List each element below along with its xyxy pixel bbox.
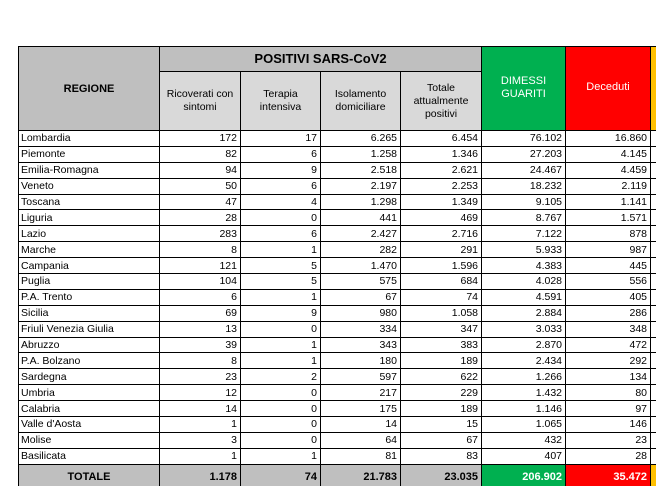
dimessi-value: 1.146 — [482, 401, 566, 417]
totale-value: 189 — [401, 353, 482, 369]
dimessi-value: 432 — [482, 432, 566, 448]
totale-value: 229 — [401, 385, 482, 401]
deceduti-value: 4.459 — [566, 162, 651, 178]
region-name: Liguria — [19, 210, 160, 226]
deceduti-value: 878 — [566, 226, 651, 242]
ricoverati-value: 94 — [160, 162, 241, 178]
terapia-value: 6 — [241, 146, 321, 162]
ricoverati-value: 14 — [160, 401, 241, 417]
terapia-value: 6 — [241, 178, 321, 194]
region-name: Lazio — [19, 226, 160, 242]
table-row — [19, 131, 656, 147]
region-name: Campania — [19, 258, 160, 274]
totale-value: 622 — [401, 369, 482, 385]
ricoverati-value: 3 — [160, 432, 241, 448]
table-row — [19, 337, 656, 353]
region-name: P.A. Bolzano — [19, 353, 160, 369]
ricoverati-value: 23 — [160, 369, 241, 385]
isolamento-value: 1.258 — [321, 146, 401, 162]
dimessi-value: 1.266 — [482, 369, 566, 385]
totale-value: 83 — [401, 448, 482, 464]
dimessi-value: 4.028 — [482, 274, 566, 290]
positivi-group-header: POSITIVI SARS-CoV2 — [160, 47, 482, 72]
terapia-value: 9 — [241, 162, 321, 178]
totale-value: 74 — [401, 289, 482, 305]
total-terapia: 74 — [241, 464, 321, 486]
totale-value: 67 — [401, 432, 482, 448]
ricoverati-value: 69 — [160, 305, 241, 321]
isolamento-value: 14 — [321, 417, 401, 433]
deceduti-value: 286 — [566, 305, 651, 321]
isolamento-value: 343 — [321, 337, 401, 353]
deceduti-value: 97 — [566, 401, 651, 417]
table-row — [19, 178, 656, 194]
dimessi-value: 18.232 — [482, 178, 566, 194]
terapia-value: 4 — [241, 194, 321, 210]
terapia-value: 9 — [241, 305, 321, 321]
terapia-value: 0 — [241, 210, 321, 226]
extra-cell — [651, 369, 656, 385]
totale-value: 1.349 — [401, 194, 482, 210]
totale-value: 15 — [401, 417, 482, 433]
terapia-value: 1 — [241, 242, 321, 258]
isolamento-value: 2.197 — [321, 178, 401, 194]
isolamento-value: 282 — [321, 242, 401, 258]
extra-cell — [651, 146, 656, 162]
terapia-value: 0 — [241, 417, 321, 433]
deceduti-value: 1.141 — [566, 194, 651, 210]
isolamento-value: 575 — [321, 274, 401, 290]
extra-cell — [651, 432, 656, 448]
isolamento-value: 597 — [321, 369, 401, 385]
region-name: Sardegna — [19, 369, 160, 385]
deceduti-value: 556 — [566, 274, 651, 290]
covid-region-table — [18, 46, 656, 486]
terapia-value: 6 — [241, 226, 321, 242]
table-row — [19, 401, 656, 417]
deceduti-value: 292 — [566, 353, 651, 369]
ricoverati-value: 104 — [160, 274, 241, 290]
total-ricoverati: 1.178 — [160, 464, 241, 486]
terapia-value: 1 — [241, 448, 321, 464]
totale-value: 6.454 — [401, 131, 482, 147]
ricoverati-value: 82 — [160, 146, 241, 162]
ricoverati-value: 39 — [160, 337, 241, 353]
isolamento-value: 217 — [321, 385, 401, 401]
table-row — [19, 289, 656, 305]
extra-cell — [651, 289, 656, 305]
table-row — [19, 417, 656, 433]
isolamento-value: 1.298 — [321, 194, 401, 210]
isolamento-value: 175 — [321, 401, 401, 417]
totale-value: 2.253 — [401, 178, 482, 194]
dimessi-value: 76.102 — [482, 131, 566, 147]
deceduti-value: 16.860 — [566, 131, 651, 147]
isolamento-value: 81 — [321, 448, 401, 464]
region-name: Marche — [19, 242, 160, 258]
deceduti-value: 445 — [566, 258, 651, 274]
dimessi-value: 4.383 — [482, 258, 566, 274]
dimessi-value: 2.870 — [482, 337, 566, 353]
totale-value: 469 — [401, 210, 482, 226]
region-column-header: REGIONE — [19, 47, 160, 131]
region-name: Calabria — [19, 401, 160, 417]
ricoverati-value: 12 — [160, 385, 241, 401]
table-row — [19, 385, 656, 401]
ricoverati-value: 47 — [160, 194, 241, 210]
region-name: Toscana — [19, 194, 160, 210]
ricoverati-value: 1 — [160, 448, 241, 464]
table-row — [19, 274, 656, 290]
isolamento-value: 334 — [321, 321, 401, 337]
extra-cell — [651, 162, 656, 178]
table-row — [19, 242, 656, 258]
region-name: P.A. Trento — [19, 289, 160, 305]
isolamento-value: 180 — [321, 353, 401, 369]
extra-cell — [651, 258, 656, 274]
region-name: Umbria — [19, 385, 160, 401]
dimessi-value: 7.122 — [482, 226, 566, 242]
ricoverati-value: 172 — [160, 131, 241, 147]
extra-cell — [651, 321, 656, 337]
covid-table-sheet — [18, 46, 656, 486]
region-name: Sicilia — [19, 305, 160, 321]
extra-column-header — [651, 47, 656, 131]
dimessi-value: 2.434 — [482, 353, 566, 369]
terapia-value: 0 — [241, 385, 321, 401]
terapia-value: 1 — [241, 337, 321, 353]
deceduti-value: 146 — [566, 417, 651, 433]
ricoverati-value: 50 — [160, 178, 241, 194]
table-row — [19, 210, 656, 226]
ricoverati-value: 8 — [160, 242, 241, 258]
region-name: Friuli Venezia Giulia — [19, 321, 160, 337]
terapia-value: 5 — [241, 258, 321, 274]
isolamento-value: 1.470 — [321, 258, 401, 274]
deceduti-value: 2.119 — [566, 178, 651, 194]
table-row — [19, 448, 656, 464]
table-body — [19, 131, 656, 465]
extra-cell — [651, 417, 656, 433]
total-isolamento: 21.783 — [321, 464, 401, 486]
totale-value: 1.596 — [401, 258, 482, 274]
extra-cell — [651, 131, 656, 147]
isolamento-value: 441 — [321, 210, 401, 226]
ricoverati-value: 13 — [160, 321, 241, 337]
totale-value: 347 — [401, 321, 482, 337]
isolamento-value: 2.427 — [321, 226, 401, 242]
dimessi-value: 5.933 — [482, 242, 566, 258]
terapia-value: 0 — [241, 321, 321, 337]
ricoverati-value: 283 — [160, 226, 241, 242]
totale-value: 684 — [401, 274, 482, 290]
terapia-value: 2 — [241, 369, 321, 385]
terapia-value: 17 — [241, 131, 321, 147]
deceduti-header: Deceduti — [566, 47, 651, 131]
extra-cell — [651, 448, 656, 464]
dimessi-value: 407 — [482, 448, 566, 464]
dimessi-value: 24.467 — [482, 162, 566, 178]
table-row — [19, 321, 656, 337]
isolamento-value: 2.518 — [321, 162, 401, 178]
extra-cell — [651, 194, 656, 210]
terapia-value: 1 — [241, 353, 321, 369]
total-dimessi: 206.902 — [482, 464, 566, 486]
table-row — [19, 194, 656, 210]
extra-cell — [651, 274, 656, 290]
deceduti-value: 987 — [566, 242, 651, 258]
dimessi-value: 27.203 — [482, 146, 566, 162]
dimessi-value: 4.591 — [482, 289, 566, 305]
deceduti-value: 348 — [566, 321, 651, 337]
extra-cell — [651, 178, 656, 194]
table-row — [19, 305, 656, 321]
totale-value: 291 — [401, 242, 482, 258]
total-deceduti: 35.472 — [566, 464, 651, 486]
ricoverati-value: 121 — [160, 258, 241, 274]
totale-value: 2.621 — [401, 162, 482, 178]
totale-value: 189 — [401, 401, 482, 417]
totale-value: 2.716 — [401, 226, 482, 242]
ricoverati-value: 28 — [160, 210, 241, 226]
table-row — [19, 258, 656, 274]
region-name: Lombardia — [19, 131, 160, 147]
dimessi-value: 9.105 — [482, 194, 566, 210]
ricoverati-value: 8 — [160, 353, 241, 369]
terapia-value: 0 — [241, 432, 321, 448]
region-name: Puglia — [19, 274, 160, 290]
table-row — [19, 146, 656, 162]
extra-cell — [651, 401, 656, 417]
dimessi-value: 2.884 — [482, 305, 566, 321]
table-row — [19, 369, 656, 385]
totale-value: 383 — [401, 337, 482, 353]
isolamento-value: 980 — [321, 305, 401, 321]
deceduti-value: 472 — [566, 337, 651, 353]
region-name: Emilia-Romagna — [19, 162, 160, 178]
table-row — [19, 432, 656, 448]
ricoverati-value: 6 — [160, 289, 241, 305]
total-totale: 23.035 — [401, 464, 482, 486]
deceduti-value: 134 — [566, 369, 651, 385]
region-name: Basilicata — [19, 448, 160, 464]
totale-positivi-header: Totale attualmente positivi — [401, 72, 482, 131]
totale-value: 1.346 — [401, 146, 482, 162]
region-name: Abruzzo — [19, 337, 160, 353]
dimessi-value: 8.767 — [482, 210, 566, 226]
deceduti-value: 1.571 — [566, 210, 651, 226]
dimessi-value: 3.033 — [482, 321, 566, 337]
deceduti-value: 23 — [566, 432, 651, 448]
totale-value: 1.058 — [401, 305, 482, 321]
terapia-value: 0 — [241, 401, 321, 417]
total-extra-cell — [651, 464, 656, 486]
isolamento-value: 6.265 — [321, 131, 401, 147]
extra-cell — [651, 337, 656, 353]
extra-cell — [651, 210, 656, 226]
table-row — [19, 162, 656, 178]
extra-cell — [651, 385, 656, 401]
deceduti-value: 4.145 — [566, 146, 651, 162]
region-name: Molise — [19, 432, 160, 448]
isolamento-header: Isolamento domiciliare — [321, 72, 401, 131]
isolamento-value: 67 — [321, 289, 401, 305]
region-name: Piemonte — [19, 146, 160, 162]
extra-cell — [651, 353, 656, 369]
ricoverati-header: Ricoverati con sintomi — [160, 72, 241, 131]
deceduti-value: 28 — [566, 448, 651, 464]
terapia-value: 5 — [241, 274, 321, 290]
deceduti-value: 80 — [566, 385, 651, 401]
region-name: Veneto — [19, 178, 160, 194]
table-row — [19, 353, 656, 369]
ricoverati-value: 1 — [160, 417, 241, 433]
dimessi-value: 1.065 — [482, 417, 566, 433]
dimessi-guariti-header: DIMESSI GUARITI — [482, 47, 566, 131]
isolamento-value: 64 — [321, 432, 401, 448]
extra-cell — [651, 305, 656, 321]
table-row — [19, 226, 656, 242]
extra-cell — [651, 242, 656, 258]
total-label: TOTALE — [19, 464, 160, 486]
extra-cell — [651, 226, 656, 242]
dimessi-value: 1.432 — [482, 385, 566, 401]
region-name: Valle d'Aosta — [19, 417, 160, 433]
terapia-value: 1 — [241, 289, 321, 305]
total-row — [19, 464, 656, 486]
terapia-intensiva-header: Terapia intensiva — [241, 72, 321, 131]
deceduti-value: 405 — [566, 289, 651, 305]
